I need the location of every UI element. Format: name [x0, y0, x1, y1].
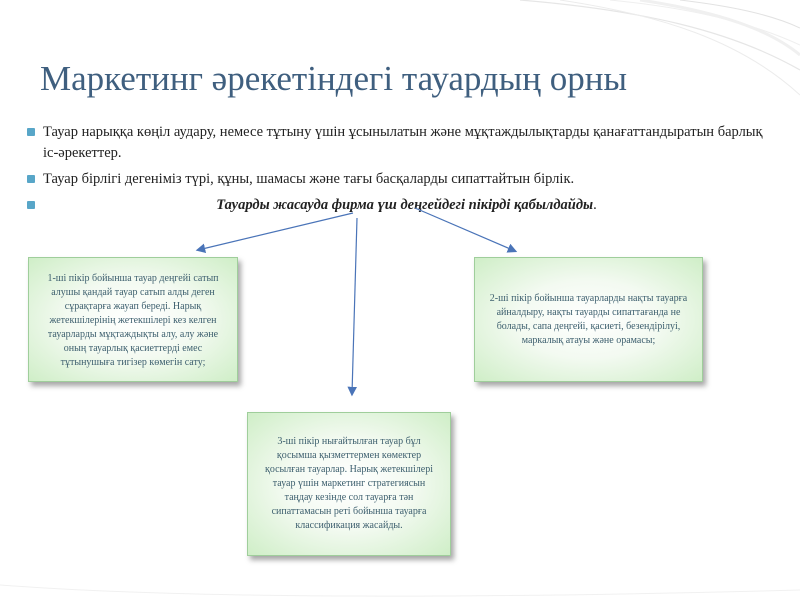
level3-box	[247, 412, 451, 556]
arrow-to-level3	[352, 218, 357, 394]
arrow-to-level1	[198, 213, 353, 250]
bullet-text: Тауар бірлігі дегеніміз түрі, құны, шамасы және тағы басқаларды сипаттайтын бірлік.	[43, 171, 575, 187]
level2-text: 2-ші пікір бойынша тауарларды нақты тауарға айналдыру, нақты тауарды сипаттағанда не болады, сапа деңгейі, қасиеті, безендірілуі, маркалық атауы және орамасы;	[489, 292, 688, 346]
level1-box	[28, 257, 238, 382]
arrow-to-level2	[415, 208, 515, 251]
level1-text: 1-ші пікір бойынша тауар деңгейі сатып алушы қандай тауар сатып алды деген сұрақтарға жауап береді. Нарық жетекшілерінің жетекшілері кез келген тауарларды мұқтаждықты алу, алу және оның тауарлық қасиеттерді емес тұтынушыға тигізер көмегін сату;	[47, 273, 219, 368]
center-statement-suffix: .	[593, 197, 597, 213]
level3-text: 3-ші пікір нығайтылған тауар бұл қосымша қызметтермен көмектер қосылған тауарлар. Нарық жетекшілері тауар үшін маркетинг стратегиясын таңдау кезінде сол тауарға тән сипаттамасын реті бойынша тауарға классификация жасайды.	[265, 436, 433, 531]
bullet-text: Тауар нарыққа көңіл аудару, немесе тұтыну үшін ұсынылатын және мұқтаждылықтарды қанағаттандыратын барлық іс-әрекеттер.	[43, 124, 763, 161]
level2-box	[474, 257, 703, 382]
slide-title: Маркетинг әрекетіндегі тауардың орны	[40, 59, 627, 98]
center-statement: Тауарды жасауда фирма үш деңгейдегі пікірді қабылдайды	[216, 197, 594, 213]
